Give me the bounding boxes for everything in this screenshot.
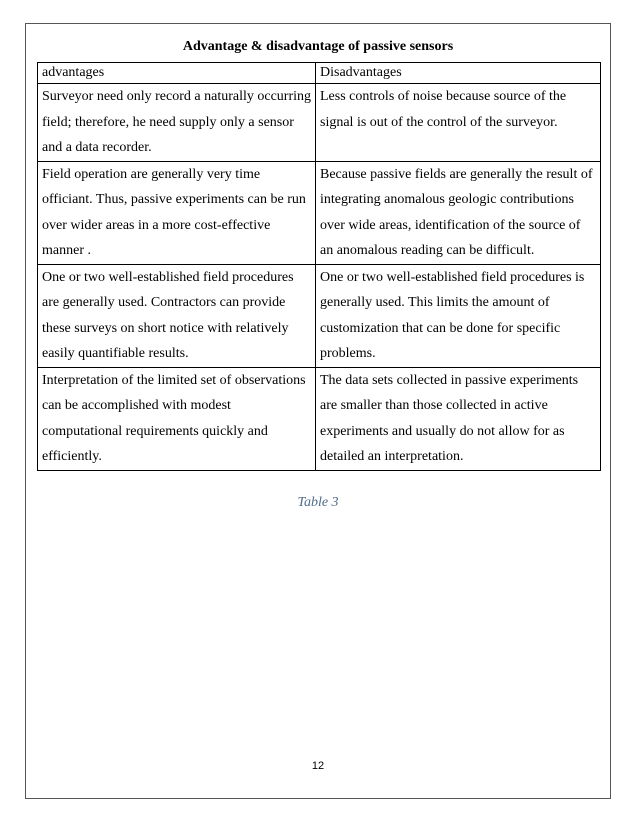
table-row [38, 367, 601, 470]
header-advantages: advantages [38, 63, 316, 84]
table-header-row [38, 63, 601, 84]
table-row [38, 84, 601, 162]
advantage-cell: Surveyor need only record a naturally occurring field; therefore, he need supply only a sensor and a data recorder. [38, 84, 316, 162]
advantage-cell: Field operation are generally very time officiant. Thus, passive experiments can be run over wider areas in a more cost-effective manner . [38, 161, 316, 264]
table-caption: Table 3 [297, 495, 339, 510]
disadvantage-cell: Because passive fields are generally the result of integrating anomalous geologic contributions over wide areas, identification of the source of an anomalous reading can be difficult. [316, 161, 601, 264]
table-row [38, 161, 601, 264]
advantages-table [37, 62, 601, 471]
disadvantage-cell: The data sets collected in passive experiments are smaller than those collected in active experiments and usually do not allow for as detailed an interpretation. [316, 367, 601, 470]
page-number: 12 [311, 760, 325, 772]
disadvantage-cell: Less controls of noise because source of the signal is out of the control of the surveyor. [316, 84, 601, 162]
table-title: Advantage & disadvantage of passive sensors [182, 39, 454, 54]
table-row [38, 264, 601, 367]
advantage-cell: One or two well-established field procedures are generally used. Contractors can provide these surveys on short notice with relatively easily quantifiable results. [38, 264, 316, 367]
advantage-cell: Interpretation of the limited set of observations can be accomplished with modest computational requirements quickly and efficiently. [38, 367, 316, 470]
header-disadvantages: Disadvantages [316, 63, 601, 84]
disadvantage-cell: One or two well-established field procedures is generally used. This limits the amount of customization that can be done for specific problems. [316, 264, 601, 367]
